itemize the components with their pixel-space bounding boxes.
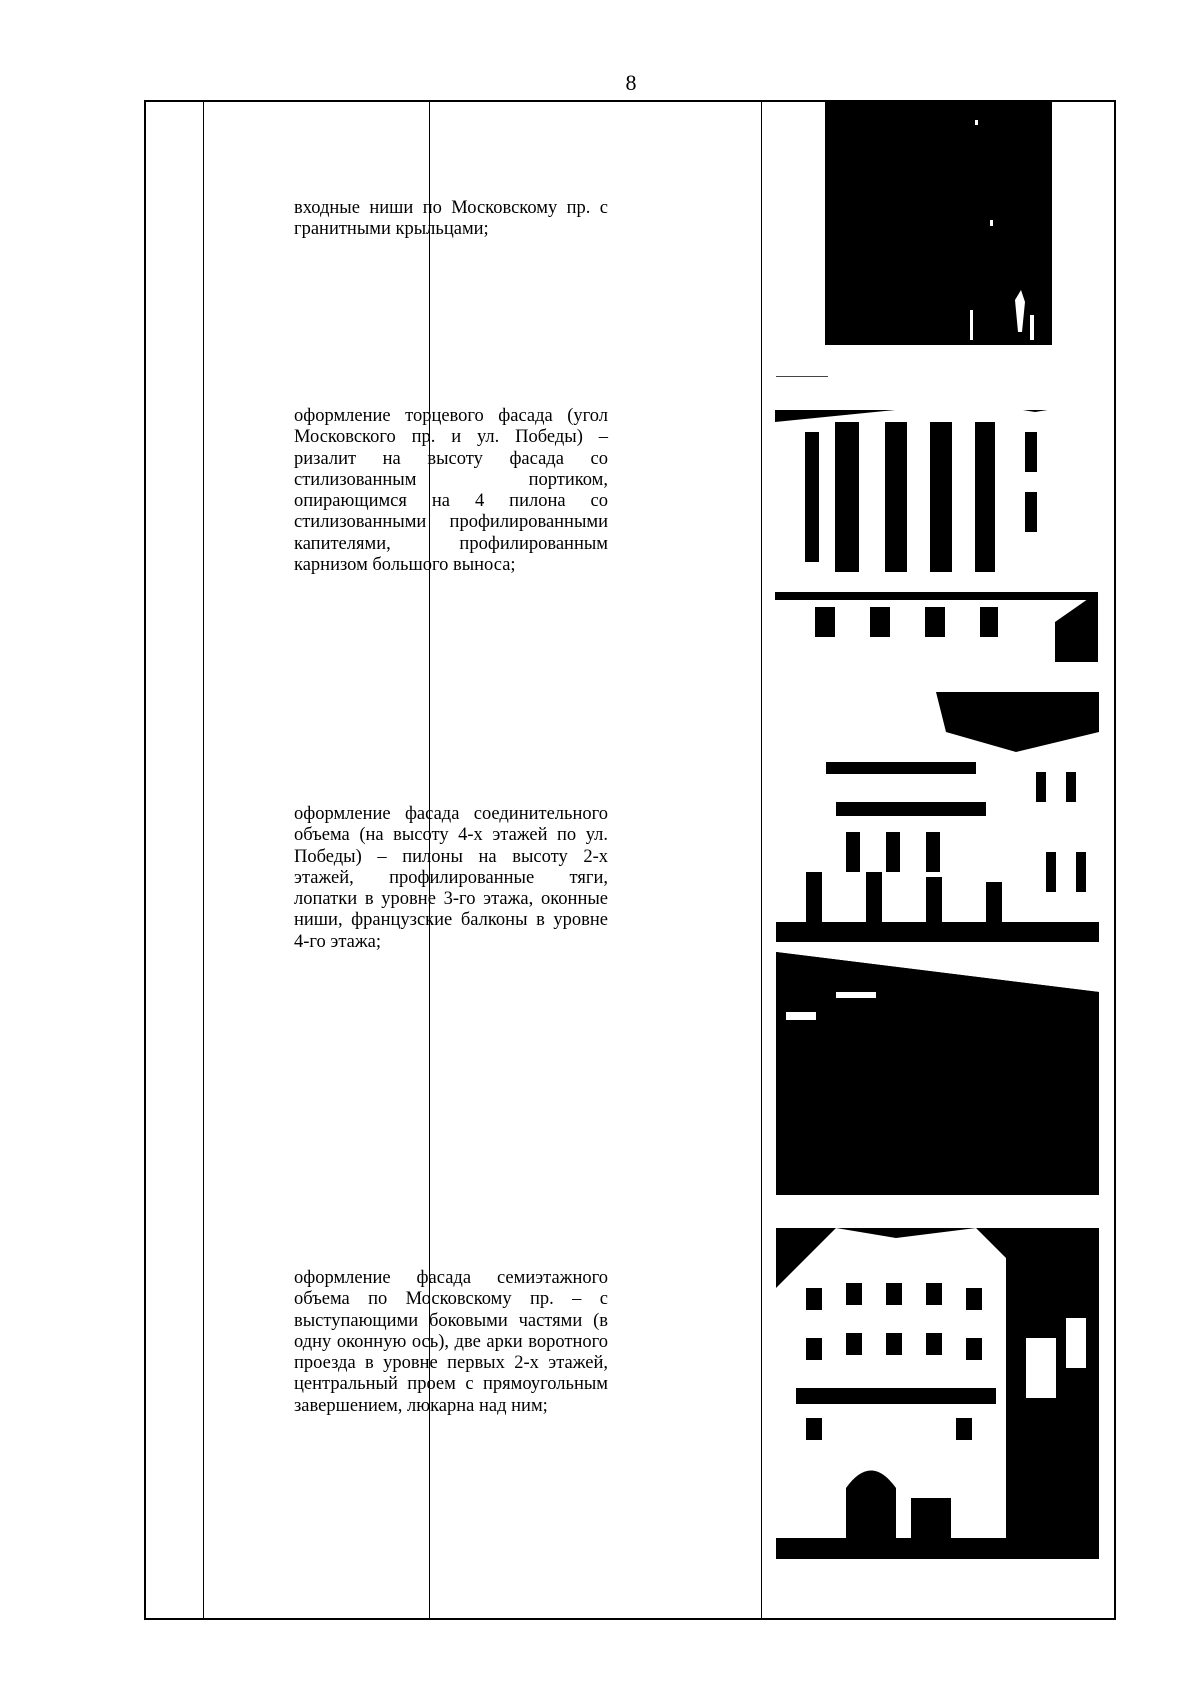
feature-description: оформление торцевого фасада (угол Московского пр. и ул. Победы) – ризалит на высоту фасада со стилизованным портиком, опирающимся на 4 пилона со стилизованными профилированными капителями, профилированным карнизом большого выноса; [294, 406, 608, 576]
end-facade-photo [775, 392, 1098, 662]
connecting-volume-facade-photo [776, 692, 1099, 1195]
feature-description: входные ниши по Московскому пр. с гранитными крыльцами; [294, 198, 608, 240]
feature-description: оформление фасада семиэтажного объема по Московскому пр. – с выступающими боковыми частями (в одну оконную ось), две арки воротного проезда в уровне первых 2-х этажей, центральный проем с прямоугольным завершением, люкарна над ним; [294, 1268, 608, 1416]
divider-line [776, 376, 828, 377]
feature-description: оформление фасада соединительного объема (на высоту 4-х этажей по ул. Победы) – пилоны на высоту 2-х этажей, профилированные тяги, лопатки в уровне 3-го этажа, оконные ниши, французские балконы в уровне 4-го этажа; [294, 804, 608, 952]
page-number: 8 [625, 70, 637, 95]
seven-storey-facade-photo [776, 1228, 1099, 1559]
column-divider [761, 102, 762, 1618]
column-divider [203, 102, 204, 1618]
entrance-niche-photo [825, 100, 1052, 345]
